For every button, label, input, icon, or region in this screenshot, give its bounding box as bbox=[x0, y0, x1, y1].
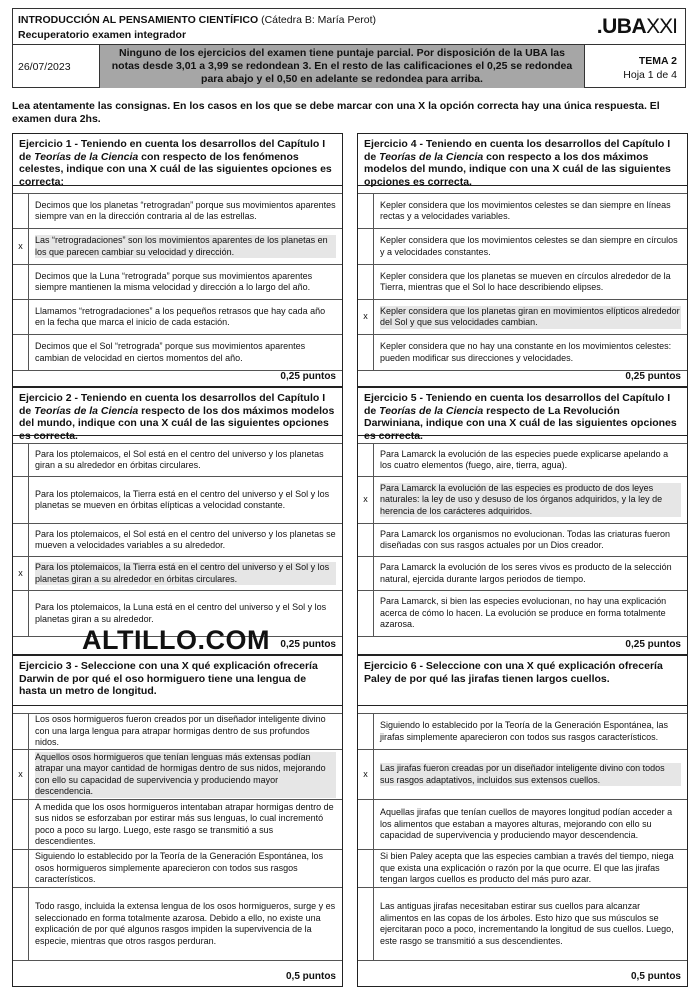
answer-checkbox[interactable]: x bbox=[13, 229, 29, 264]
answer-checkbox[interactable] bbox=[13, 591, 29, 636]
option-row[interactable] bbox=[358, 888, 687, 961]
options-list bbox=[13, 444, 342, 637]
option-text: Para los ptolemaicos, la Luna está en el centro del universo y el Sol y los planetas giran a su alrededor. bbox=[35, 602, 327, 624]
exercise-title-text: Ejercicio 3 - Seleccione con una X qué explicación ofrecería Darwin de por qué el oso hormiguero tiene una lengua de hasta un metro de longitud. bbox=[19, 660, 318, 697]
exam-instructions: Lea atentamente las consignas. En los casos en los que se debe marcar con una X la opción correcta hay una única respuesta. El examen dura 2hs. bbox=[12, 100, 660, 125]
option-text-cell bbox=[29, 714, 342, 749]
option-row[interactable] bbox=[13, 850, 342, 888]
option-row[interactable] bbox=[358, 714, 687, 750]
option-text-cell bbox=[29, 444, 342, 476]
answer-checkbox[interactable] bbox=[13, 888, 29, 960]
answer-checkbox[interactable] bbox=[13, 800, 29, 849]
exercise-spacer bbox=[13, 706, 342, 714]
exercise-title-text: respecto de La Revolución Darwiniana, indique con una X cuál de las siguientes opciones es correcta. bbox=[364, 404, 677, 442]
option-text-cell bbox=[29, 557, 342, 590]
option-row[interactable] bbox=[13, 888, 342, 961]
exercise-6 bbox=[357, 655, 688, 987]
course-name: INTRODUCCIÓN AL PENSAMIENTO CIENTÍFICO bbox=[18, 14, 259, 26]
option-text-cell bbox=[374, 229, 687, 264]
option-text-cell bbox=[374, 850, 687, 887]
exercise-3 bbox=[12, 655, 343, 987]
option-text: A medida que los osos hormigueros intentaban atrapar hormigas dentro de sus nidos se esforzaban por estirar más sus lenguas, lo cual incrementó poco a poco su largo. Luego, este rasgo se transmitió a sus descendientes. bbox=[35, 801, 334, 846]
option-row[interactable] bbox=[13, 800, 342, 850]
option-row[interactable] bbox=[358, 524, 687, 557]
option-text-cell bbox=[29, 229, 342, 264]
exercise-title-text: Ejercicio 5 - Teniendo en cuenta los desarrollos del Capítulo I de bbox=[364, 392, 671, 417]
option-text-cell bbox=[374, 300, 687, 334]
option-text: Si bien Paley acepta que las especies cambian a través del tiempo, niega que exista una explicación o razón por la que ocurre. El que las jirafas tengan largos cuellos es producto del más puro azar. bbox=[380, 851, 674, 885]
answer-checkbox[interactable] bbox=[358, 714, 374, 749]
book-title: Teorías de la Ciencia bbox=[379, 404, 484, 417]
exercise-spacer bbox=[358, 706, 687, 714]
answer-checkbox[interactable] bbox=[13, 444, 29, 476]
option-text-cell bbox=[374, 477, 687, 523]
option-text: Aquellos osos hormigueros que tenían lenguas más extensas podían atrapar una mayor cantidad de hormigas dentro de sus nidos, mejorando con ello su capacidad de supervivencia y produciendo mayor descendencia. bbox=[35, 752, 336, 798]
exercise-title-text: Ejercicio 2 - Teniendo en cuenta los desarrollos del Capítulo I de bbox=[19, 392, 326, 417]
option-text: Para los ptolemaicos, la Tierra está en el centro del universo y el Sol y los planetas se mueven en órbitas elípticas a velocidad constante. bbox=[35, 488, 330, 510]
option-row[interactable] bbox=[358, 557, 687, 591]
option-text-cell bbox=[374, 888, 687, 960]
answer-checkbox[interactable] bbox=[13, 335, 29, 370]
answer-checkbox[interactable]: x bbox=[358, 300, 374, 334]
exercise-title-text: con respecto a los dos máximos modelos del mundo, indique con una X cuál de las siguientes opciones es correcta. bbox=[364, 150, 671, 188]
option-text-cell bbox=[29, 750, 342, 799]
exercise-title-text: Ejercicio 6 - Seleccione con una X qué explicación ofrecería Paley de por qué las jirafas tienen largos cuellos. bbox=[364, 660, 663, 685]
exercise-title-text: Ejercicio 1 - Teniendo en cuenta los desarrollos del Capítulo I de bbox=[19, 138, 326, 163]
option-row[interactable] bbox=[13, 477, 342, 524]
options-list bbox=[358, 444, 687, 637]
option-row[interactable] bbox=[358, 477, 687, 524]
answer-checkbox[interactable] bbox=[358, 524, 374, 556]
option-row[interactable] bbox=[13, 229, 342, 265]
option-text: Para Lamarck los organismos no evolucionan. Todas las criaturas fueron diseñadas con sus rasgos actuales por un Dios creador. bbox=[380, 528, 670, 550]
exercise-title bbox=[358, 134, 687, 186]
option-row[interactable] bbox=[13, 524, 342, 557]
exercise-title bbox=[13, 388, 342, 442]
exercise-title-text: Ejercicio 4 - Teniendo en cuenta los desarrollos del Capítulo I de bbox=[364, 138, 671, 163]
option-text-cell bbox=[29, 800, 342, 849]
answer-checkbox[interactable] bbox=[358, 265, 374, 299]
option-text: Llamamos “retrogradaciones” a los pequeños retrasos que hay cada año en la fecha que marca el inicio de cada estación. bbox=[35, 305, 326, 327]
options-list bbox=[358, 194, 687, 371]
option-row[interactable] bbox=[358, 850, 687, 888]
option-row[interactable] bbox=[358, 335, 687, 371]
option-text-cell bbox=[29, 335, 342, 370]
options-list bbox=[358, 714, 687, 961]
answer-checkbox[interactable] bbox=[13, 714, 29, 749]
book-title: Teorías de la Ciencia bbox=[34, 150, 139, 163]
option-row[interactable] bbox=[358, 194, 687, 229]
answer-checkbox[interactable] bbox=[13, 300, 29, 334]
answer-checkbox[interactable]: x bbox=[358, 750, 374, 799]
option-text-cell bbox=[29, 194, 342, 228]
option-text: Siguiendo lo establecido por la Teoría de la Generación Espontánea, los osos hormigueros simplemente aparecieron con todos sus rasgos característicos. bbox=[35, 851, 324, 885]
option-row[interactable] bbox=[13, 265, 342, 300]
option-text-cell bbox=[374, 557, 687, 590]
catedra-label: (Cátedra B: María Perot) bbox=[261, 14, 377, 26]
answer-checkbox[interactable] bbox=[13, 194, 29, 228]
answer-checkbox[interactable] bbox=[358, 591, 374, 636]
answer-checkbox[interactable] bbox=[358, 194, 374, 228]
option-text: Para Lamarck la evolución de los seres vivos es producto de la selección natural, ejercida durante largos periodos de tiempo. bbox=[380, 562, 672, 584]
option-text: Siguiendo lo establecido por la Teoría de la Generación Espontánea, las jirafas simplemente aparecieron con todos sus rasgos característicos. bbox=[380, 720, 669, 742]
points-label: 0,5 puntos bbox=[285, 971, 336, 982]
option-text: Kepler considera que los movimientos celestes se dan siempre en líneas rectas y a velocidades variables. bbox=[380, 199, 671, 221]
option-row[interactable] bbox=[13, 750, 342, 800]
option-text-cell bbox=[29, 265, 342, 299]
option-text-cell bbox=[374, 800, 687, 849]
option-text-cell bbox=[29, 524, 342, 556]
option-text: Kepler considera que los planetas giran en movimientos elípticos alrededor del Sol y que sus velocidades cambian. bbox=[380, 305, 680, 327]
exercise-title bbox=[13, 134, 342, 186]
answer-checkbox[interactable] bbox=[358, 800, 374, 849]
watermark: ALTILLO.COM bbox=[82, 625, 270, 655]
exercise-2 bbox=[12, 387, 343, 655]
grading-notice: Ninguno de los ejercicios del examen tiene puntaje parcial. Por disposición de la UBA las notas desde 3,01 a 3,99 se redondean 3. En el resto de las calificaciones el 0,25 se redondea para abajo y el 0,50 en adelante se redondea para arriba. bbox=[99, 45, 585, 88]
answer-checkbox[interactable] bbox=[13, 524, 29, 556]
course-title bbox=[18, 14, 376, 26]
exercise-5 bbox=[357, 387, 688, 655]
exercise-title bbox=[358, 388, 687, 442]
tema-label: TEMA 2 bbox=[638, 55, 677, 67]
option-row[interactable] bbox=[358, 444, 687, 477]
option-row[interactable] bbox=[13, 194, 342, 229]
exercise-title bbox=[13, 656, 342, 706]
option-text-cell bbox=[374, 265, 687, 299]
exercise-4 bbox=[357, 133, 688, 387]
answer-checkbox[interactable] bbox=[13, 477, 29, 523]
header-top-row bbox=[13, 9, 685, 45]
exercise-title-text: con respecto de los fenómenos celestes, indique con una X cuál de las siguientes opciones es correcta: bbox=[19, 150, 332, 188]
option-text-cell bbox=[374, 750, 687, 799]
book-title: Teorías de la Ciencia bbox=[34, 404, 139, 417]
option-row[interactable] bbox=[13, 300, 342, 335]
option-text: Las “retrogradaciones” son los movimientos aparentes de los planetas en los que parecen cambiar su velocidad y dirección. bbox=[35, 235, 336, 258]
option-text: Las antiguas jirafas necesitaban estirar sus cuellos para alcanzar alimentos en las copas de los árboles. Esto hizo que sus músculos se ejercitaran poco a poco, incrementando la longitud de sus cuellos. Luego, este rasgo se transmitió a sus descendientes. bbox=[380, 901, 674, 946]
option-text-cell bbox=[29, 888, 342, 960]
option-text-cell bbox=[29, 300, 342, 334]
answer-checkbox[interactable]: x bbox=[13, 557, 29, 590]
option-text: Para los ptolemaicos, la Tierra está en el centro del universo y el Sol y los planetas giran a su alrededor en órbitas circulares. bbox=[35, 562, 336, 585]
answer-checkbox[interactable] bbox=[358, 850, 374, 887]
option-row[interactable] bbox=[13, 714, 342, 750]
option-row[interactable] bbox=[358, 300, 687, 335]
option-text-cell bbox=[29, 850, 342, 887]
option-text-cell bbox=[374, 335, 687, 370]
option-text-cell bbox=[374, 591, 687, 636]
option-text-cell bbox=[374, 714, 687, 749]
answer-checkbox[interactable]: x bbox=[358, 477, 374, 523]
option-row[interactable] bbox=[358, 750, 687, 800]
answer-checkbox[interactable] bbox=[358, 888, 374, 960]
answer-checkbox[interactable]: x bbox=[13, 750, 29, 799]
option-text: Decimos que la Luna “retrograda” porque sus movimientos aparentes siempre mantienen la misma velocidad y dirección a lo largo del año. bbox=[35, 270, 313, 292]
option-row[interactable] bbox=[13, 557, 342, 591]
option-row[interactable] bbox=[13, 444, 342, 477]
option-text: Kepler considera que no hay una constante en los movimientos celestes: pueden modificar sus direcciones y velocidades. bbox=[380, 341, 672, 363]
answer-checkbox[interactable] bbox=[13, 850, 29, 887]
option-text: Para los ptolemaicos, el Sol está en el centro del universo y los planetas giran a su alrededor en órbitas circulares. bbox=[35, 448, 324, 470]
option-text: Para Lamarck, si bien las especies evolucionan, no hay una explicación acerca de cómo lo hacen. La evolución se produce en forma totalmente azarosa. bbox=[380, 596, 667, 630]
option-text: Decimos que los planetas “retrogradan” porque sus movimientos aparentes siempre van en la dirección contraria al de las estrellas. bbox=[35, 199, 336, 221]
options-list bbox=[13, 194, 342, 371]
answer-checkbox[interactable] bbox=[358, 444, 374, 476]
points-label: 0,25 puntos bbox=[625, 639, 681, 650]
option-text: Todo rasgo, incluida la extensa lengua de los osos hormigueros, surge y es seleccionado en forma totalmente azarosa. Debido a ello, no existe una explicación de por qué algunos rasgos impiden la supervivencia de la especie, mientras que otros rasgos perduran. bbox=[35, 901, 336, 946]
option-text-cell bbox=[374, 444, 687, 476]
page-counter: Hoja 1 de 4 bbox=[623, 69, 677, 81]
exercise-1 bbox=[12, 133, 343, 387]
points-label: 0,25 puntos bbox=[280, 639, 336, 650]
exam-date: 26/07/2023 bbox=[18, 61, 71, 73]
answer-checkbox[interactable] bbox=[358, 557, 374, 590]
option-row[interactable] bbox=[358, 591, 687, 637]
option-text: Para los ptolemaicos, el Sol está en el centro del universo y los planetas se mueven a velocidades variables a su alrededor. bbox=[35, 528, 336, 550]
option-row[interactable] bbox=[358, 229, 687, 265]
points-label: 0,25 puntos bbox=[280, 371, 336, 382]
option-text: Los osos hormigueros fueron creados por un diseñador inteligente divino con una larga lengua para atrapar hormigas dentro de sus profundos nidos. bbox=[35, 714, 326, 748]
options-list bbox=[13, 714, 342, 961]
points-label: 0,25 puntos bbox=[625, 371, 681, 382]
book-title: Teorías de la Ciencia bbox=[379, 150, 484, 163]
option-text: Para Lamarck la evolución de las especies es producto de dos leyes naturales: la ley de uso y desuso de los órganos adquiridos, y la ley de herencia de los carácteres adquiridos. bbox=[380, 483, 681, 518]
option-row[interactable] bbox=[13, 335, 342, 371]
option-text-cell bbox=[374, 524, 687, 556]
answer-checkbox[interactable] bbox=[13, 265, 29, 299]
option-text: Aquellas jirafas que tenían cuellos de mayores longitud podían acceder a los alimentos que estaban a mayores alturas, mejorando con ello su capacidad de supervivencia y produciendo mayor descendencia. bbox=[380, 807, 673, 841]
exam-subtitle: Recuperatorio examen integrador bbox=[18, 29, 187, 41]
uba-xxi-logo: .UBAXXI bbox=[596, 15, 677, 38]
exam-header bbox=[12, 8, 686, 88]
answer-checkbox[interactable] bbox=[358, 229, 374, 264]
exercise-title-text: respecto de los dos máximos modelos del mundo, indique con una X cuál de las siguientes opciones es correcta. bbox=[19, 404, 335, 442]
option-text-cell bbox=[374, 194, 687, 228]
option-text: Kepler considera que los movimientos celestes se dan siempre en círculos y a velocidades constantes. bbox=[380, 235, 678, 257]
option-row[interactable] bbox=[358, 265, 687, 300]
option-text: Las jirafas fueron creadas por un diseñador inteligente divino con todos sus rasgos adaptativos, incluidos sus extensos cuellos. bbox=[380, 763, 681, 786]
exercise-title bbox=[358, 656, 687, 706]
option-text: Kepler considera que los planetas se mueven en círculos alrededor de la Tierra, mientras que el Sol lo hace describiendo elipses. bbox=[380, 270, 671, 292]
option-text: Para Lamarck la evolución de las especies puede explicarse apelando a los cuatro elementos (fuego, aire, tierra, agua). bbox=[380, 448, 669, 470]
answer-checkbox[interactable] bbox=[358, 335, 374, 370]
option-row[interactable] bbox=[358, 800, 687, 850]
points-label: 0,5 puntos bbox=[630, 971, 681, 982]
option-text: Decimos que el Sol “retrograda” porque sus movimientos aparentes cambian de velocidad en ciertos momentos del año. bbox=[35, 341, 306, 363]
option-text-cell bbox=[29, 477, 342, 523]
